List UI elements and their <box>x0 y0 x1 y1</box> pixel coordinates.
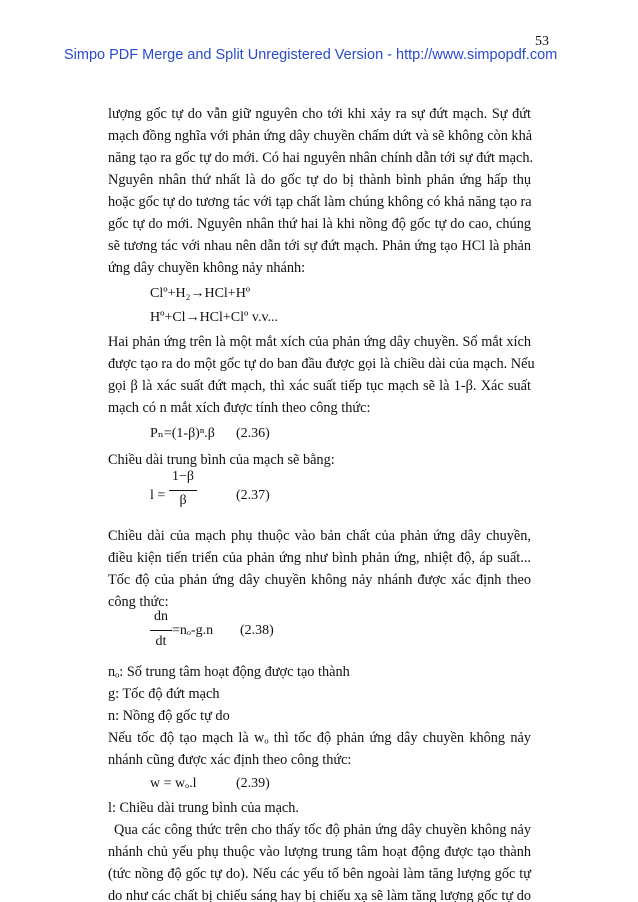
fraction-bar <box>169 490 197 491</box>
paragraph-line: mạch đồng nghĩa với phản ứng dây chuyền chấm dứt và sẽ không còn khả <box>108 128 533 144</box>
page-number: 53 <box>535 34 549 49</box>
equation-2-37-lhs: l = <box>150 488 166 503</box>
equation-2-38-rhs: =nₒ-g.n <box>172 623 214 638</box>
equation-h-cl: Hº+Cl→HCl+Clº v.v... <box>150 310 279 325</box>
paragraph-line: Chiều dài trung bình của mạch sẽ bằng: <box>108 452 335 468</box>
definition-line: nₒ: Số trung tâm hoạt động được tạo thành <box>108 664 350 680</box>
paragraph-line: lượng gốc tự do vẫn giữ nguyên cho tới khi xảy ra sự đứt mạch. Sự đứt <box>108 106 531 122</box>
paragraph-line: năng tạo ra gốc tự do mới. Có hai nguyên nhân chính dẫn tới sự đứt mạch. <box>108 150 534 166</box>
paragraph-line: Hai phản ứng trên là một mắt xích của phản ứng dây chuyền. Số mắt xích <box>108 334 531 350</box>
paragraph-line: (tức nồng độ gốc tự do). Nếu các yếu tố bên ngoài làm tăng lượng gốc tự <box>108 866 531 882</box>
equation-cl-h2: Clº+H₂→HCl+Hº <box>150 286 251 301</box>
paragraph-line: điều kiện tiến triển của phản ứng như bình phản ứng, nhiệt độ, áp suất... <box>108 550 531 566</box>
fraction-denominator: β <box>179 493 187 508</box>
equation-number: (2.38) <box>240 623 274 638</box>
equation-number: (2.37) <box>236 488 270 503</box>
paragraph-line: gốc tự do mới. Nguyên nhân thứ hai là khi nồng độ gốc tự do cao, chúng <box>108 216 531 232</box>
fraction-bar <box>150 630 172 631</box>
paragraph-line: Nếu tốc độ tạo mạch là wₒ thì tốc độ phản ứng dây chuyền không nảy <box>108 730 531 746</box>
paragraph-line: sẽ tương tác với nhau nên dẫn tới sự đứt mạch. Phản ứng tạo HCl là phản <box>108 238 531 254</box>
paragraph-line: Nguyên nhân thứ nhất là do gốc tự do bị thành bình phản ứng hấp thụ <box>108 172 531 188</box>
paragraph-line: do như các chất bị chiếu sáng hay bị chiếu xạ sẽ làm tăng lượng gốc tự do <box>108 888 531 902</box>
paragraph-line: hoặc gốc tự do tương tác với tạp chất làm chúng không có khả năng tạo ra <box>108 194 532 210</box>
fraction-numerator: 1−β <box>171 469 195 484</box>
paragraph-line: nhánh cũng được xác định theo công thức: <box>108 752 352 768</box>
equation-number: (2.36) <box>236 426 270 441</box>
paragraph-line: Tốc độ của phản ứng dây chuyền không nảy nhánh được xác định theo <box>108 572 531 588</box>
paragraph-line: gọi β là xác suất đứt mạch, thì xác suất tiếp tục mạch sẽ là 1-β. Xác suất <box>108 378 531 394</box>
watermark: Simpo PDF Merge and Split Unregistered Version - http://www.simpopdf.com <box>64 47 558 63</box>
equation-2-36: Pₙ=(1-β)ⁿ.β <box>150 426 215 441</box>
paragraph-line: Qua các công thức trên cho thấy tốc độ phản ứng dây chuyền không nảy <box>114 822 531 838</box>
paragraph-line: ứng dây chuyền không nảy nhánh: <box>108 260 306 276</box>
paragraph-line: mạch có n mắt xích được tính theo công thức: <box>108 400 371 416</box>
equation-number: (2.39) <box>236 776 270 791</box>
definition-line: n: Nồng độ gốc tự do <box>108 708 230 724</box>
equation-2-39: w = wₒ.l <box>150 776 197 791</box>
paragraph-line: nhánh chủ yếu phụ thuộc vào lượng trung tâm hoạt động được tạo thành <box>108 844 531 860</box>
paragraph-line: công thức: <box>108 594 169 610</box>
paragraph-line: Chiều dài của mạch phụ thuộc vào bản chất của phản ứng dây chuyền, <box>108 528 531 544</box>
definition-line: g: Tốc độ đứt mạch <box>108 686 220 702</box>
definition-line: l: Chiều dài trung bình của mạch. <box>108 800 299 816</box>
fraction-numerator: dn <box>154 609 168 624</box>
fraction-denominator: dt <box>155 634 167 649</box>
paragraph-line: được tạo ra do một gốc tự do ban đầu được gọi là chiều dài của mạch. Nếu <box>108 356 535 372</box>
